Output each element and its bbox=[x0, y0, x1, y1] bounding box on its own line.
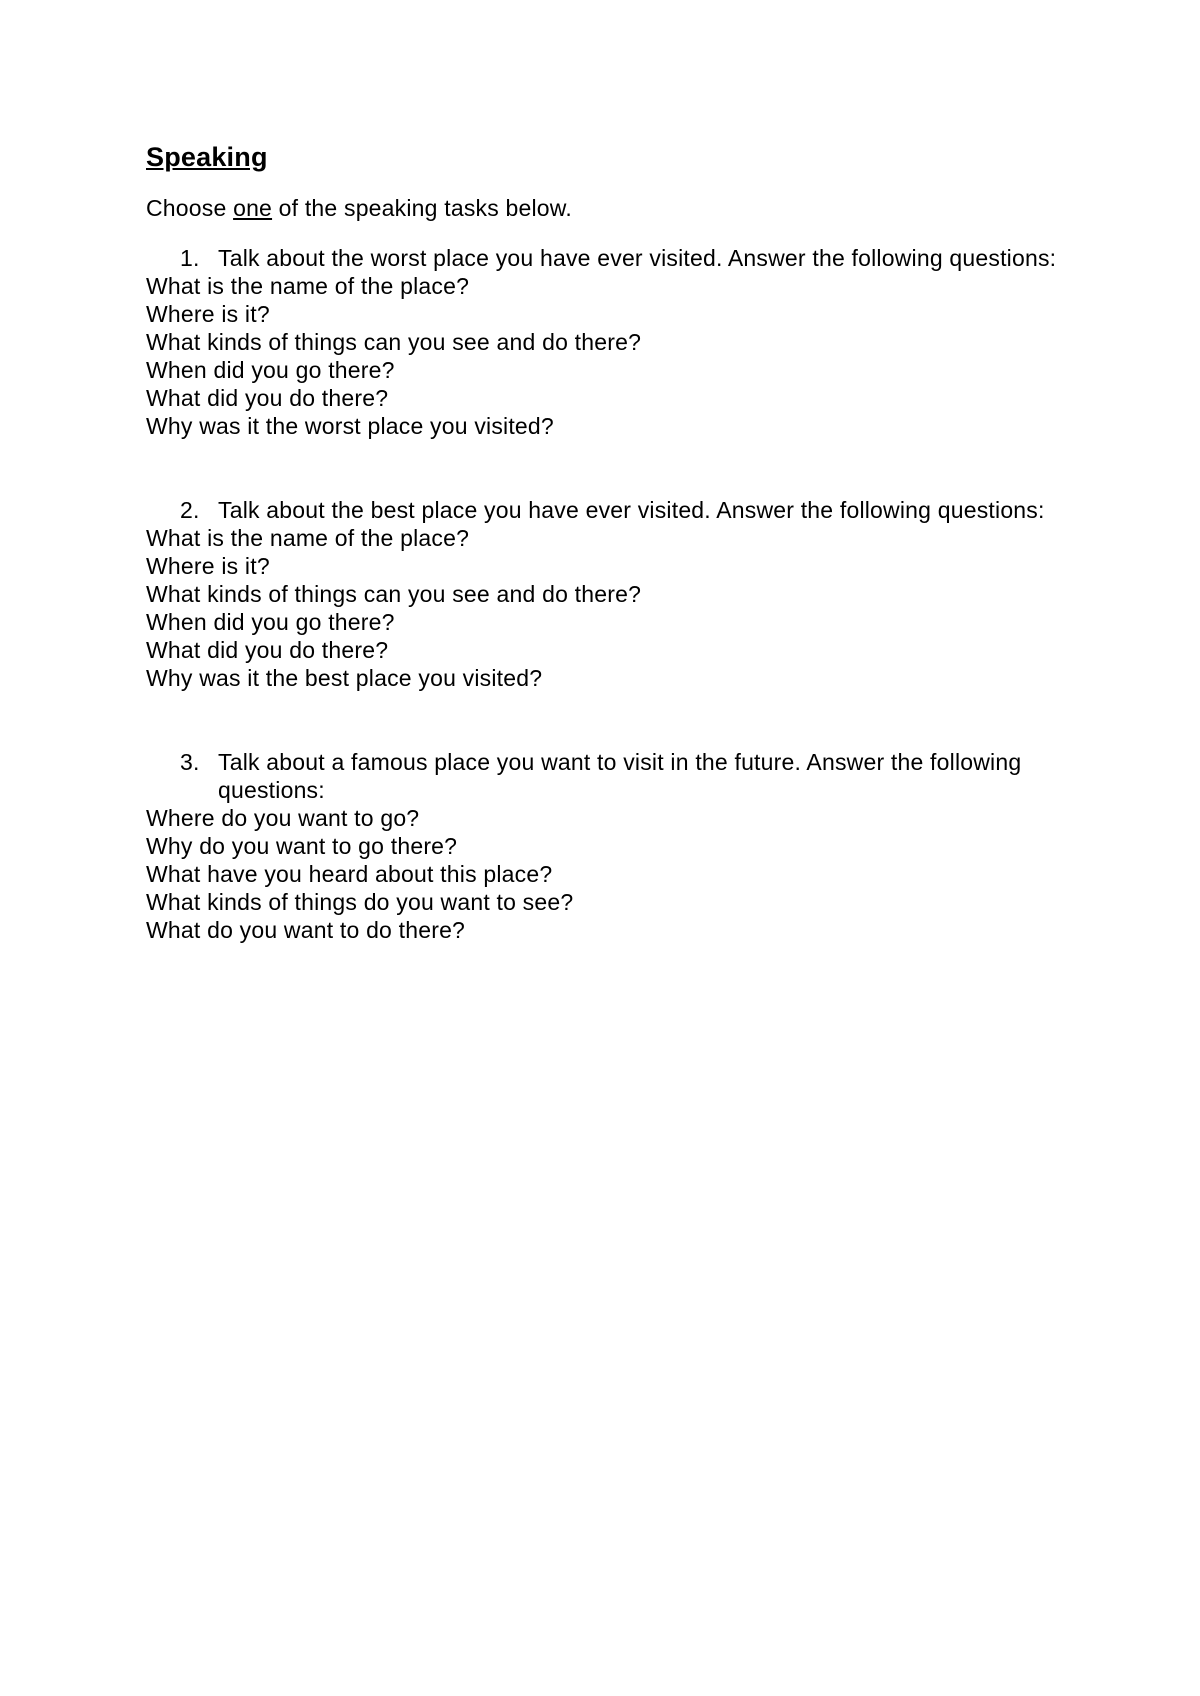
question-list bbox=[146, 524, 1066, 692]
document-content bbox=[146, 140, 1066, 944]
task-2 bbox=[146, 496, 1066, 692]
question-item: What is the name of the place? bbox=[146, 273, 470, 299]
task-3 bbox=[146, 748, 1066, 944]
task-number: 2. bbox=[180, 497, 200, 523]
question-item: What kinds of things do you want to see? bbox=[146, 889, 574, 915]
question-list bbox=[146, 272, 1066, 440]
question-item: Why was it the worst place you visited? bbox=[146, 413, 554, 439]
question-item: What did you do there? bbox=[146, 637, 389, 663]
question-item: Why was it the best place you visited? bbox=[146, 665, 543, 691]
question-item: What kinds of things can you see and do there? bbox=[146, 329, 642, 355]
question-item: What do you want to do there? bbox=[146, 917, 466, 943]
intro-text-end: of the speaking tasks below. bbox=[272, 195, 572, 221]
question-item: Where do you want to go? bbox=[146, 805, 420, 831]
task-number: 1. bbox=[180, 245, 200, 271]
task-heading bbox=[146, 244, 1066, 272]
question-item: What kinds of things can you see and do there? bbox=[146, 581, 642, 607]
task-prompt: Talk about a famous place you want to visit in the future. Answer the following questions: bbox=[218, 749, 1022, 803]
intro-text bbox=[146, 194, 1066, 222]
question-item: What is the name of the place? bbox=[146, 525, 470, 551]
task-number: 3. bbox=[180, 749, 200, 775]
task-1 bbox=[146, 244, 1066, 440]
question-item: Why do you want to go there? bbox=[146, 833, 458, 859]
task-prompt: Talk about the worst place you have ever visited. Answer the following questions: bbox=[218, 245, 1057, 271]
question-item: What have you heard about this place? bbox=[146, 861, 553, 887]
question-item: When did you go there? bbox=[146, 609, 395, 635]
intro-text-start: Choose bbox=[146, 195, 234, 221]
question-list bbox=[146, 804, 1066, 944]
task-prompt: Talk about the best place you have ever visited. Answer the following questions: bbox=[218, 497, 1045, 523]
intro-emphasis: one bbox=[233, 195, 273, 221]
task-heading bbox=[146, 748, 1066, 804]
question-item: Where is it? bbox=[146, 553, 270, 579]
page-title: Speaking bbox=[146, 142, 268, 172]
question-item: When did you go there? bbox=[146, 357, 395, 383]
task-heading bbox=[146, 496, 1066, 524]
question-item: Where is it? bbox=[146, 301, 270, 327]
question-item: What did you do there? bbox=[146, 385, 389, 411]
